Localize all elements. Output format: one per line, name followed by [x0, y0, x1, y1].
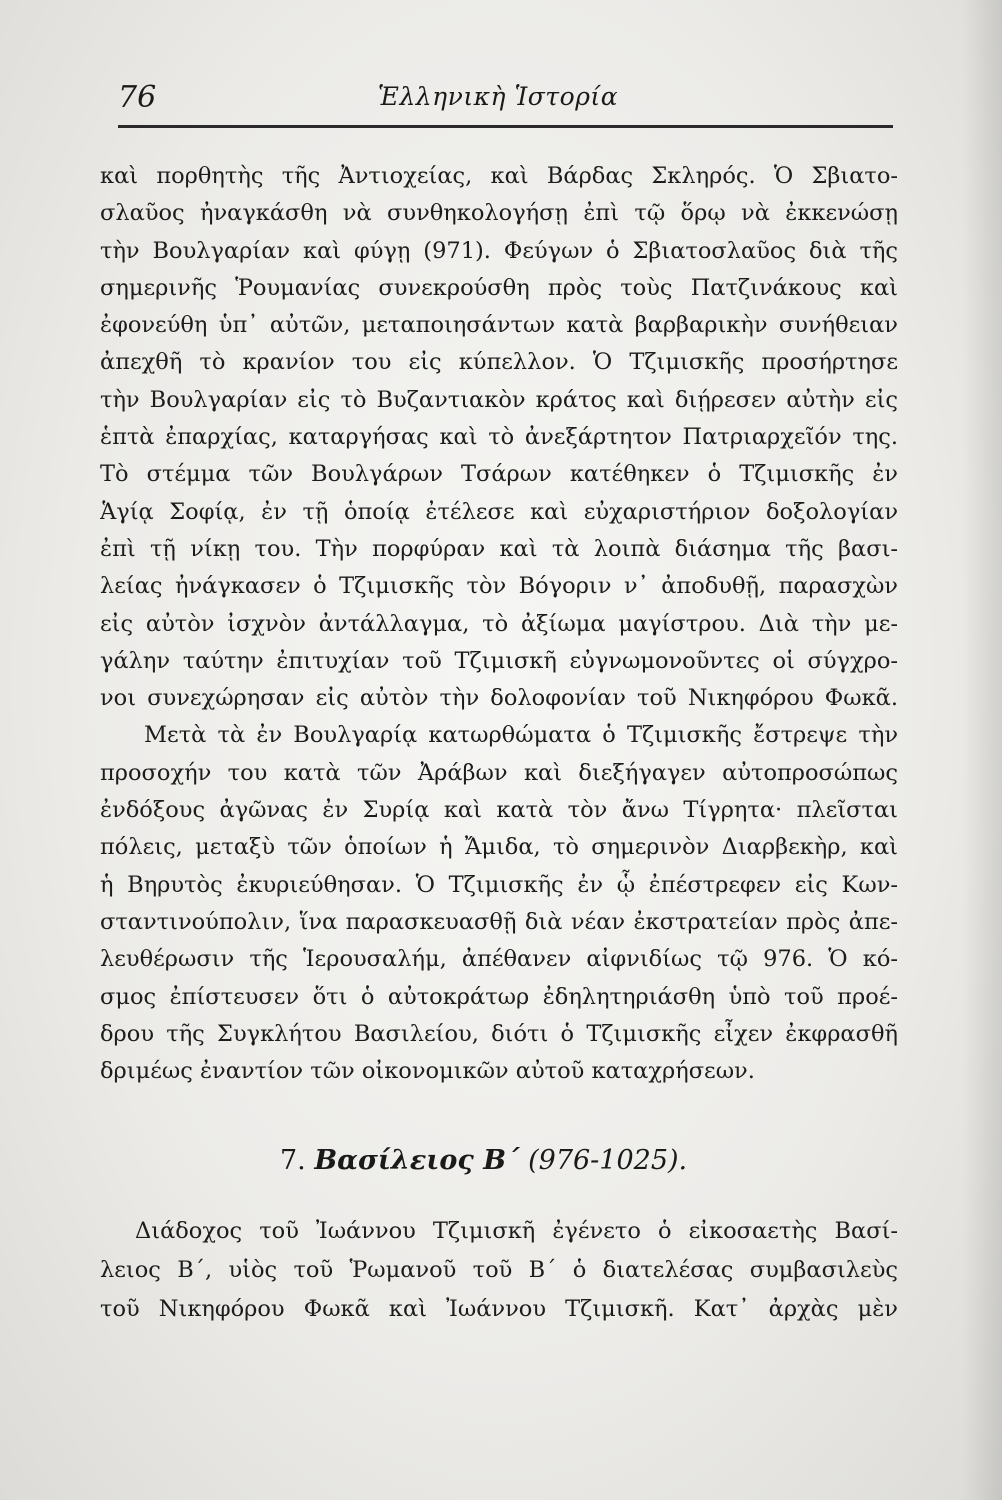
text-line: νοι συνεχώρησαν εἰς αὐτὸν τὴν δολοφονίαν τοῦ Νικηφόρου Φωκᾶ.	[100, 685, 898, 712]
page-edge-shadow	[962, 0, 1002, 1500]
text-line: σλαῦος ἠναγκάσθη νὰ συνθηκολογήσῃ ἐπὶ τῷ ὅρῳ νὰ ἐκκενώσῃ	[100, 200, 898, 227]
text-line: τὴν Βουλγαρίαν καὶ φύγῃ (971). Φεύγων ὁ Σβιατοσλαῦος διὰ τῆς	[100, 237, 898, 264]
text-line: δριμέως ἐναντίον τῶν οἰκονομικῶν αὐτοῦ καταχρήσεων.	[100, 1058, 755, 1085]
text-line: ἐφονεύθη ὑπ᾽ αὐτῶν, μεταποιησάντων κατὰ βαρβαρικὴν συνήθειαν	[100, 312, 898, 339]
page-number: 76	[118, 80, 157, 115]
text-line: λείας ἠνάγκασεν ὁ Τζιμισκῆς τὸν Βόγοριν ν᾽ ἀποδυθῇ, παρασχὼν	[100, 573, 898, 600]
header-rule	[118, 125, 893, 128]
text-line: σημερινῆς Ῥουμανίας συνεκρούσθη πρὸς τοὺς Πατζινάκους καὶ	[100, 274, 898, 301]
text-line: ἐνδόξους ἀγῶνας ἐν Συρίᾳ καὶ κατὰ τὸν ἄνω Τίγρητα· πλεῖσται	[100, 797, 898, 824]
text-line: Διάδοχος τοῦ Ἰωάννου Τζιμισκῆ ἐγένετο ὁ εἰκοσαετὴς Βασί-	[135, 1218, 898, 1244]
text-line: γάλην ταύτην ἐπιτυχίαν τοῦ Τζιμισκῆ εὐγνωμονοῦντες οἱ σύγχρο-	[100, 647, 898, 674]
text-line: δρου τῆς Συγκλήτου Βασιλείου, διότι ὁ Τζιμισκῆς εἶχεν ἐκφρασθῆ	[100, 1020, 898, 1047]
text-line: λειος Β΄, υἱὸς τοῦ Ῥωμανοῦ τοῦ Β΄ ὁ διατελέσας συμβασιλεὺς	[100, 1257, 898, 1283]
text-line: Ἁγίᾳ Σοφίᾳ, ἐν τῇ ὁποίᾳ ἐτέλεσε καὶ εὐχαριστήριον δοξολογίαν	[100, 498, 898, 525]
section-dates: (976-1025).	[528, 1145, 688, 1176]
section-name: Βασίλειος Β΄	[314, 1145, 520, 1176]
text-line: προσοχήν του κατὰ τῶν Ἀράβων καὶ διεξήγαγεν αὐτοπροσώπως	[100, 759, 898, 786]
text-line: Τὸ στέμμα τῶν Βουλγάρων Τσάρων κατέθηκεν ὁ Τζιμισκῆς ἐν	[100, 461, 898, 488]
text-line: ἐπὶ τῇ νίκῃ του. Τὴν πορφύραν καὶ τὰ λοιπὰ διάσημα τῆς βασι-	[100, 535, 898, 562]
page-header	[118, 78, 893, 128]
text-line: τὴν Βουλγαρίαν εἰς τὸ Βυζαντιακὸν κράτος καὶ διῄρεσεν αὐτὴν εἰς	[100, 386, 898, 413]
text-line: σμος ἐπίστευσεν ὅτι ὁ αὐτοκράτωρ ἐδηλητηριάσθη ὑπὸ τοῦ προέ-	[100, 983, 898, 1010]
text-line: ἑπτὰ ἐπαρχίας, καταργήσας καὶ τὸ ἀνεξάρτητον Πατριαρχεῖόν της.	[100, 424, 898, 451]
section-number: 7.	[280, 1145, 306, 1176]
section-heading	[280, 1145, 740, 1176]
text-line: ἡ Βηρυτὸς ἐκυριεύθησαν. Ὁ Τζιμισκῆς ἐν ᾧ ἐπέστρεφεν εἰς Κων-	[100, 871, 898, 898]
text-line: πόλεις, μεταξὺ τῶν ὁποίων ἡ Ἄμιδα, τὸ σημερινὸν Διαρβεκὴρ, καὶ	[100, 834, 898, 861]
body-text-lower	[100, 1212, 898, 1329]
text-line: Μετὰ τὰ ἐν Βουλγαρίᾳ κατωρθώματα ὁ Τζιμισκῆς ἔστρεψε τὴν	[144, 722, 898, 749]
body-text-upper	[100, 158, 898, 1090]
running-title: Ἑλληνικὴ Ἱστορία	[377, 82, 619, 111]
text-line: καὶ πορθητὴς τῆς Ἀντιοχείας, καὶ Βάρδας Σκληρός. Ὁ Σβιατο-	[100, 163, 898, 189]
text-line: ἀπεχθῆ τὸ κρανίον του εἰς κύπελλον. Ὁ Τζιμισκῆς προσήρτησε	[100, 349, 898, 376]
text-line: τοῦ Νικηφόρου Φωκᾶ καὶ Ἰωάννου Τζιμισκῆ. Κατ᾽ ἀρχὰς μὲν	[100, 1296, 898, 1322]
text-line: λευθέρωσιν τῆς Ἱερουσαλήμ, ἀπέθανεν αἰφνιδίως τῷ 976. Ὁ κό-	[100, 946, 898, 973]
text-line: σταντινούπολιν, ἵνα παρασκευασθῇ διὰ νέαν ἐκστρατείαν πρὸς ἀπε-	[100, 908, 898, 935]
text-line: εἰς αὐτὸν ἰσχνὸν ἀντάλλαγμα, τὸ ἀξίωμα μαγίστρου. Διὰ τὴν με-	[100, 610, 898, 637]
